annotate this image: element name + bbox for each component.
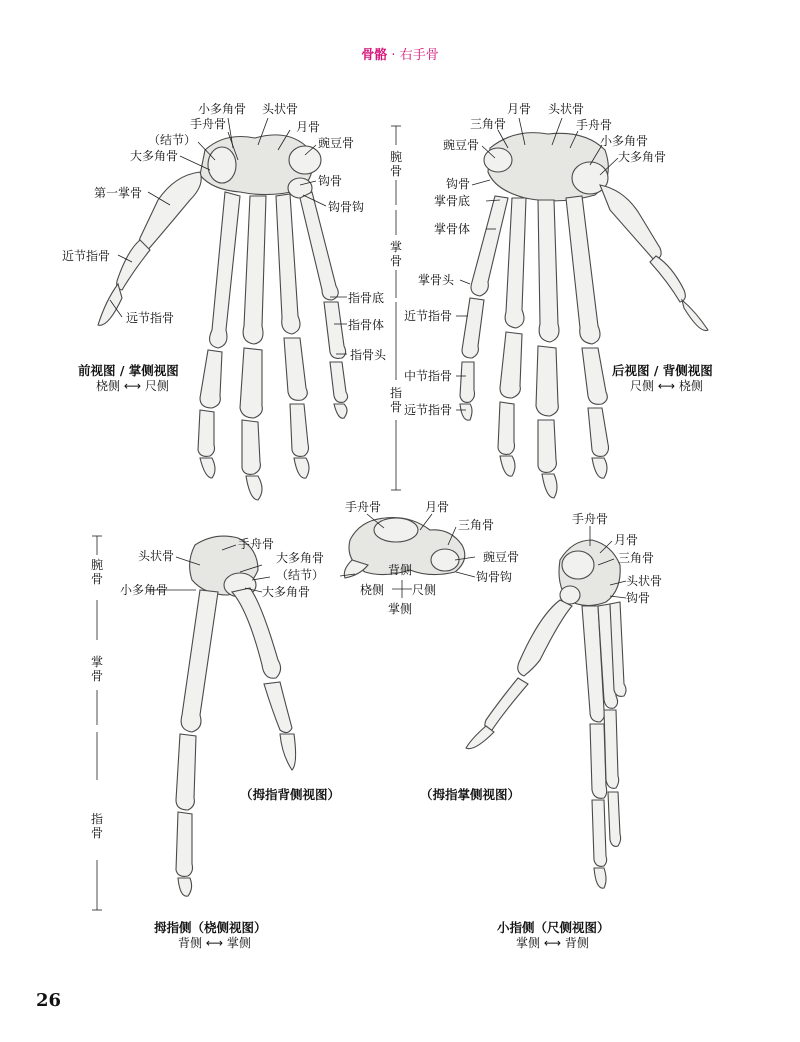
label-trapezoid-r: 小多角骨 [600,134,649,148]
label-triquetrum-br: 三角骨 [618,551,655,565]
caption-dorsal-view: 后视图 / 背侧视图 [612,363,713,378]
label-capitate: 头状骨 [262,102,299,116]
axis-phalanx-label: 指骨 [389,386,402,414]
label-lunate-c: 月骨 [425,500,450,514]
caption-radial-view: 拇指侧（桡侧视图） [154,920,267,935]
label-triquetrum-r: 三角骨 [470,117,507,131]
label-dorsal-c: 背侧 [388,563,413,577]
label-metacarpal-base: 掌骨底 [434,194,471,208]
label-scaphoid: 手舟骨 [190,117,227,131]
axis-metacarpal-label: 掌骨 [389,240,402,268]
label-middle-phalanx-r: 中节指骨 [404,369,453,383]
dorsal-view-hand [460,133,708,498]
label-ulnar-c: 尺侧 [412,583,437,597]
inner-caption-thumb-palmar: （拇指掌侧视图） [420,787,521,802]
label-trapezium2-bl: 大多角骨 [262,585,311,599]
label-scaphoid-c: 手舟骨 [345,500,382,514]
direction-radial-view: 背侧 ⟷ 掌侧 [178,936,251,950]
axis-wrist-label-bl: 腕骨 [90,558,103,586]
label-phalanx-shaft: 指骨体 [348,318,385,332]
label-metacarpal-shaft: 掌骨体 [434,222,471,236]
header-title: 骨骼 [361,48,388,63]
label-phalanx-base: 指骨底 [348,291,385,305]
label-trapezium: 大多角骨 [130,149,179,163]
middle-axis-lines [391,126,401,490]
label-lunate-r: 月骨 [507,102,532,116]
label-hamate: 钩骨 [318,174,343,188]
axis-wrist-label: 腕骨 [389,150,402,178]
axis-metacarpal-label-bl: 掌骨 [90,655,103,683]
label-palmar-c: 掌侧 [388,602,413,616]
label-first-metacarpal: 第一掌骨 [94,186,143,200]
label-pisiform-c: 豌豆骨 [483,550,520,564]
label-tubercle-bl: （结节） [276,568,325,582]
header-subtitle: 右手骨 [399,48,439,63]
label-capitate-br: 头状骨 [626,574,663,588]
label-capitate-bl: 头状骨 [138,549,175,563]
header-separator: · [387,48,400,63]
label-distal-phalanx-r: 远节指骨 [404,403,453,417]
caption-palmar-view: 前视图 / 掌侧视图 [78,363,179,378]
label-trapezium-bl: 大多角骨 [276,551,325,565]
label-hook-of-hamate: 钩骨钩 [328,200,365,214]
inner-caption-thumb-dorsal: （拇指背侧视图） [240,787,341,802]
label-scaphoid-br: 手舟骨 [572,512,609,526]
label-phalanx-head: 指骨头 [350,348,387,362]
label-lunate-br: 月骨 [614,533,639,547]
label-pisiform-r: 豌豆骨 [443,138,480,152]
label-proximal-phalanx: 近节指骨 [62,249,111,263]
ulnar-view-hand [466,540,626,888]
label-radial-c: 桡侧 [360,583,385,597]
label-triquetrum-c: 三角骨 [458,518,495,532]
label-hook-of-hamate-c: 钩骨钩 [476,570,513,584]
label-trapezoid-bl: 小多角骨 [120,583,169,597]
label-distal-phalanx: 远节指骨 [126,311,175,325]
label-proximal-phalanx-r: 近节指骨 [404,309,453,323]
label-hamate-r: 钩骨 [446,177,471,191]
direction-ulnar-view: 掌侧 ⟷ 背侧 [516,936,589,950]
label-trapezoid: 小多角骨 [198,102,247,116]
direction-dorsal-view: 尺侧 ⟷ 桡侧 [630,379,703,393]
axis-phalanx-label-bl: 指骨 [90,812,103,840]
page-number: 26 [36,990,62,1011]
label-lunate: 月骨 [296,120,321,134]
caption-ulnar-view: 小指侧（尺侧视图） [497,920,610,935]
label-hamate-br: 钩骨 [626,591,651,605]
label-metacarpal-head: 掌骨头 [418,273,455,287]
label-trapezium-r: 大多角骨 [618,150,667,164]
label-pisiform: 豌豆骨 [318,136,355,150]
label-scaphoid-r: 手舟骨 [576,118,613,132]
direction-palmar-view: 桡侧 ⟷ 尺侧 [96,379,169,393]
label-scaphoid-bl: 手舟骨 [238,537,275,551]
label-tubercle: （结节） [148,133,197,147]
label-capitate-r: 头状骨 [548,102,585,116]
